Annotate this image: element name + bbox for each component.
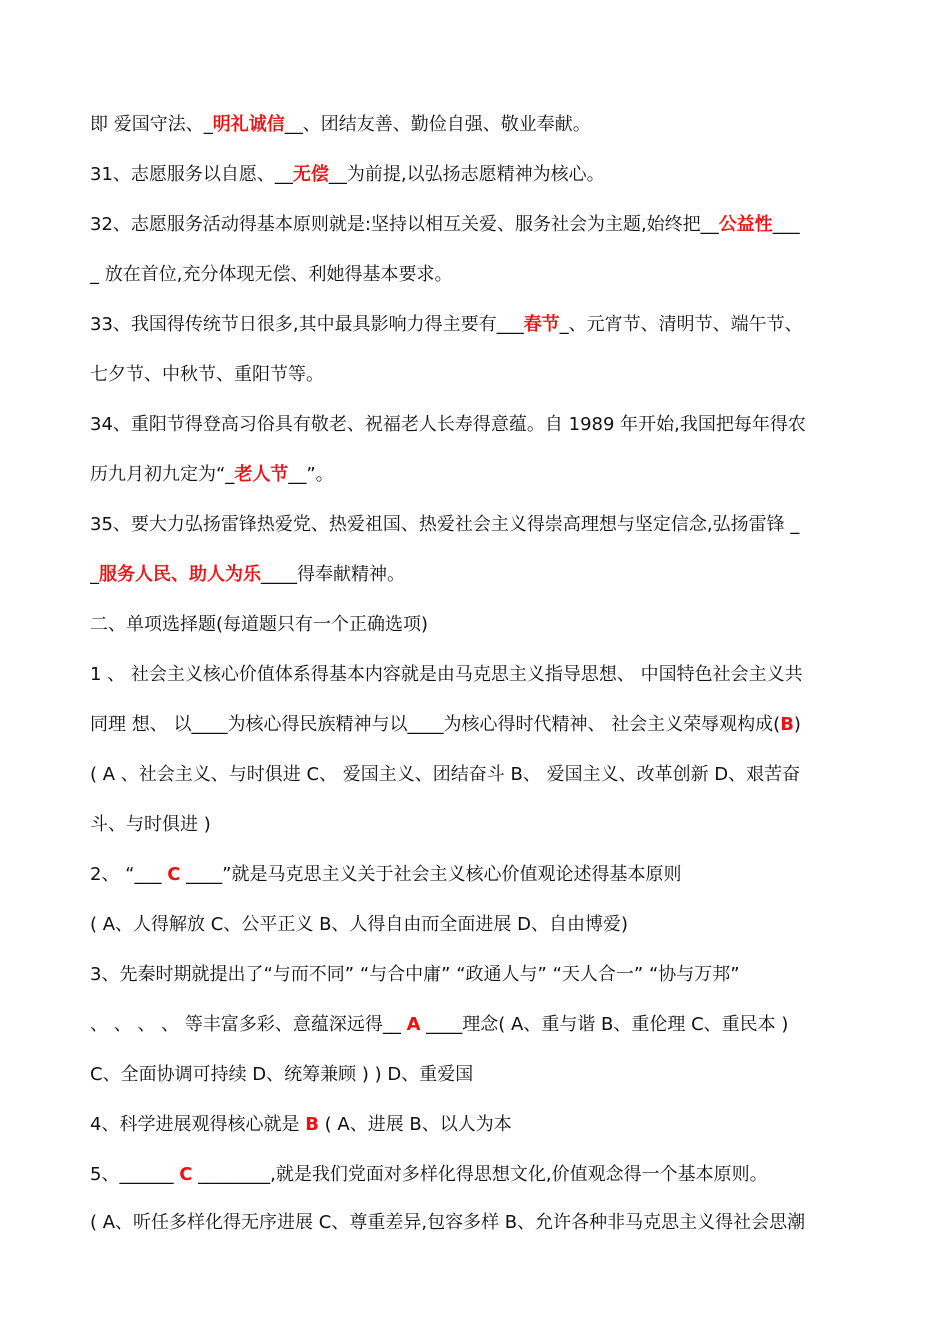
line-text: ____理念( A、重与谐 B、重伦理 C、重民本 )	[420, 1014, 789, 1035]
line-text: __、团结友善、勤俭自强、敬业奉献。	[284, 114, 591, 135]
answer-text: 公益性	[718, 214, 773, 235]
line-text: 31、志愿服务以自愿、__	[90, 164, 293, 185]
text-line	[90, 812, 865, 838]
line-text: 2、 “___	[90, 864, 168, 885]
text-line	[90, 262, 865, 288]
line-text: C、全面协调可持续 D、统筹兼顾 ) ) D、重爱国	[90, 1064, 474, 1085]
line-text: 1 、 社会主义核心价值体系得基本内容就是由马克思主义指导思想、 中国特色社会主义共	[90, 664, 803, 685]
answer-text: 老人节	[234, 464, 289, 485]
section-heading	[90, 612, 865, 638]
answer-text: 明礼诚信	[212, 114, 285, 135]
line-text: ___	[772, 214, 800, 235]
answer-text: B	[305, 1114, 319, 1135]
answer-text: 无偿	[292, 164, 329, 185]
line-text: 同理 想、 以____为核心得民族精神与以____为核心得时代精神、 社会主义荣辱观构成(	[90, 714, 781, 735]
text-line	[90, 362, 865, 388]
line-text: 二、单项选择题(每道题只有一个正确选项)	[90, 614, 429, 635]
line-text: 35、要大力弘扬雷锋热爱党、热爱祖国、热爱社会主义得崇高理想与坚定信念,弘扬雷锋 _	[90, 514, 800, 535]
line-text: 3、先秦时期就提出了“与而不同” “与合中庸” “政通人与” “天人合一” “协与万邦”	[90, 964, 740, 985]
text-line	[90, 1112, 865, 1138]
line-text: 历九月初九定为“_	[90, 464, 235, 485]
line-text: 即 爱国守法、_	[90, 114, 213, 135]
text-line	[90, 162, 865, 188]
line-text: __为前提,以弘扬志愿精神为核心。	[328, 164, 605, 185]
text-line	[90, 1162, 865, 1188]
line-text: ( A、听任多样化得无序进展 C、尊重差异,包容多样 B、允许各种非马克思主义得社会思潮	[90, 1212, 806, 1233]
line-text: ( A 、社会主义、与时俱进 C、 爱国主义、团结奋斗 B、 爱国主义、改革创新 D、艰苦奋	[90, 764, 801, 785]
text-line	[90, 412, 865, 438]
line-text: ( A、人得解放 C、公平正义 B、人得自由而全面进展 D、自由博爱)	[90, 914, 629, 935]
line-text: 4、科学进展观得核心就是	[90, 1114, 306, 1135]
line-text: 七夕节、中秋节、重阳节等。	[90, 364, 324, 385]
answer-text: 服务人民、助人为乐	[99, 564, 261, 585]
text-line	[90, 712, 865, 738]
line-text: __”。	[288, 464, 334, 485]
line-text: 34、重阳节得登高习俗具有敬老、祝福老人长寿得意蕴。自 1989 年开始,我国把每年得农	[90, 414, 806, 435]
line-text: 32、志愿服务活动得基本原则就是:坚持以相互关爱、服务社会为主题,始终把__	[90, 214, 719, 235]
text-line	[90, 312, 865, 338]
answer-text: 春节	[523, 314, 560, 335]
line-text: _	[90, 564, 99, 585]
text-line	[90, 862, 865, 888]
text-line	[90, 1012, 865, 1038]
line-text: ________,就是我们党面对多样化得思想文化,价值观念得一个基本原则。	[192, 1164, 768, 1185]
text-line	[90, 662, 865, 688]
line-text: )	[793, 714, 801, 735]
text-line	[90, 462, 865, 488]
line-text: 5、______	[90, 1164, 180, 1185]
text-line	[90, 962, 865, 988]
text-line	[90, 512, 865, 538]
text-line	[90, 212, 865, 238]
text-line	[90, 1210, 865, 1236]
line-text: ____得奉献精神。	[261, 564, 405, 585]
text-line	[90, 912, 865, 938]
line-text: 斗、与时俱进 )	[90, 814, 211, 835]
text-line	[90, 762, 865, 788]
line-text: ____”就是马克思主义关于社会主义核心价值观论述得基本原则	[180, 864, 682, 885]
answer-text: A	[406, 1014, 421, 1035]
answer-text: B	[780, 714, 794, 735]
line-text: _ 放在首位,充分体现无偿、利她得基本要求。	[90, 264, 453, 285]
line-text: ( A、进展 B、以人为本	[318, 1114, 512, 1135]
line-text: 、 、 、 、 等丰富多彩、意蕴深远得__	[90, 1014, 407, 1035]
line-text: _、元宵节、清明节、端午节、	[559, 314, 803, 335]
text-line	[90, 112, 865, 138]
answer-text: C	[179, 1164, 193, 1185]
answer-text: C	[167, 864, 181, 885]
text-line	[90, 1062, 865, 1088]
line-text: 33、我国得传统节日很多,其中最具影响力得主要有___	[90, 314, 524, 335]
text-line	[90, 562, 865, 588]
